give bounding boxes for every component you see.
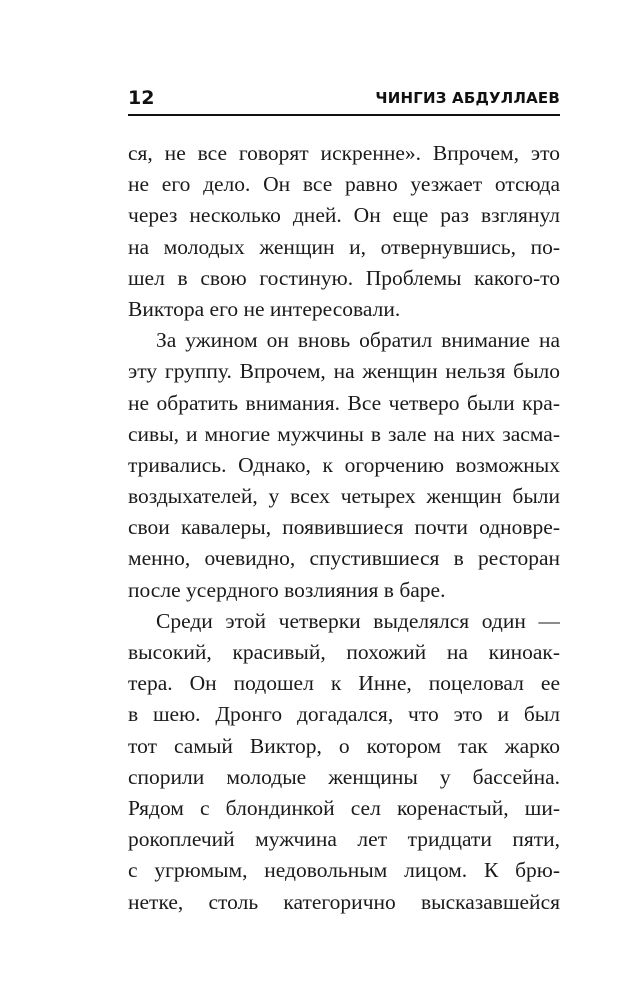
text-line: менно, очевидно, спустившиеся в ресторан: [128, 546, 560, 571]
text-line: Виктора его не интересовали.: [128, 296, 401, 321]
paragraph-3: [128, 606, 560, 918]
text-line: эту группу. Впрочем, на женщин нельзя было: [128, 359, 560, 384]
text-line: ся, не все говорят искренне». Впрочем, это: [128, 141, 560, 165]
text-line: не его дело. Он все равно уезжает отсюда: [128, 172, 560, 197]
body-text: [128, 138, 560, 918]
text-line: свои кавалеры, появившиеся почти одновре-: [128, 515, 560, 540]
text-line: высокий, красивый, похожий на киноак-: [128, 640, 560, 664]
running-head: [128, 86, 560, 114]
text-line: не обратить внимания. Все четверо были кра-: [128, 390, 560, 415]
text-line: тот самый Виктор, о котором так жарко: [128, 733, 560, 758]
text-line: на молодых женщин и, отвернувшись, по-: [128, 234, 560, 259]
paragraph-2: [128, 325, 560, 606]
text-line: За ужином он вновь обратил внимание на: [156, 328, 560, 353]
text-line: в шею. Дронго догадался, что это и был: [128, 702, 560, 727]
text-line: через несколько дней. Он еще раз взглянул: [128, 203, 560, 228]
text-line: нетке, столь категорично высказавшейся: [128, 889, 560, 914]
text-line: Рядом с блондинкой сел коренастый, ши-: [128, 795, 560, 820]
page-number: 12: [128, 87, 155, 109]
author-name: ЧИНГИЗ АБДУЛЛАЕВ: [375, 89, 560, 107]
text-line: Среди этой четверки выделялся один —: [156, 608, 560, 633]
paragraph-1: [128, 138, 560, 325]
text-line: спорили молодые женщины у бассейна.: [128, 764, 560, 789]
text-line: тера. Он подошел к Инне, поцеловал ее: [128, 671, 560, 696]
text-line: тривались. Однако, к огорчению возможных: [128, 452, 560, 477]
text-line: сивы, и многие мужчины в зале на них засма-: [128, 421, 560, 446]
header-rule: [128, 114, 560, 116]
text-line: после усердного возлияния в баре.: [128, 577, 446, 602]
text-line: воздыхателей, у всех четырех женщин были: [128, 484, 560, 509]
text-line: с угрюмым, недовольным лицом. К брю-: [128, 858, 560, 883]
text-line: рокоплечий мужчина лет тридцати пяти,: [128, 827, 560, 852]
text-line: шел в свою гостиную. Проблемы какого-то: [128, 265, 560, 290]
